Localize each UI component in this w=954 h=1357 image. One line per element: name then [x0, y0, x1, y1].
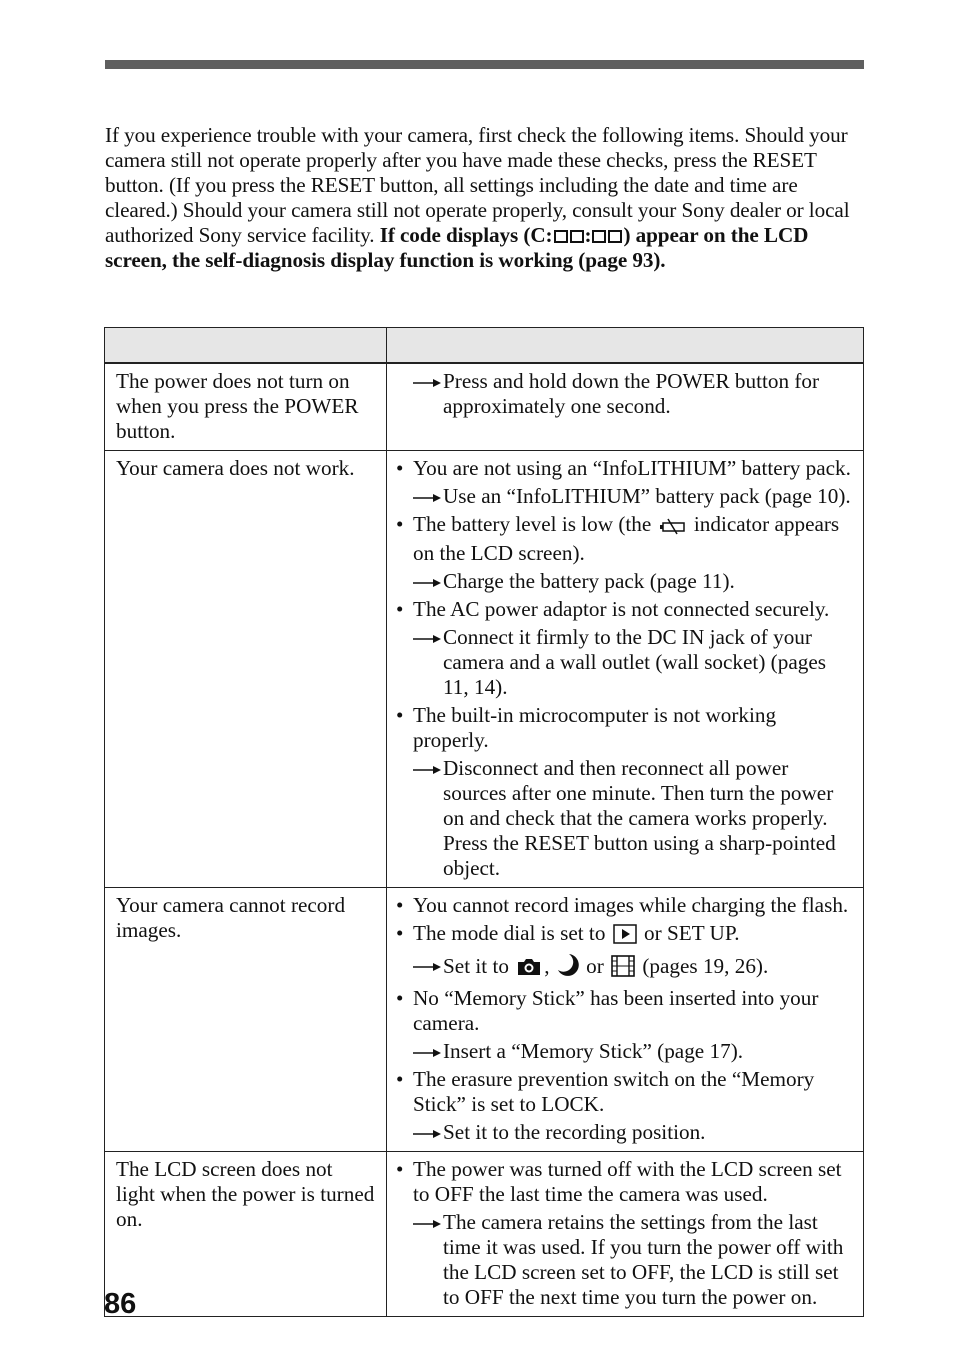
bullet: • [396, 1157, 404, 1181]
bullet: • [396, 597, 404, 621]
cause-item: • The power was turned off with the LCD screen set to OFF the last time the camera was used. [396, 1157, 842, 1206]
arrow-right-icon [413, 1210, 443, 1235]
arrow-right-icon [413, 953, 443, 978]
playback-icon [613, 924, 637, 950]
table-row [105, 888, 864, 1152]
arrow-right-icon [413, 484, 443, 509]
remedy-fix: Set it to the recording position. [396, 1120, 855, 1145]
placeholder-box-icon [570, 230, 584, 243]
twilight-moon-icon [557, 953, 579, 983]
table-row [105, 363, 864, 451]
remedy-cell [387, 451, 864, 888]
battery-low-icon [659, 516, 687, 541]
arrow-right-icon [413, 625, 443, 650]
remedy-fix: Insert a “Memory Stick” (page 17). [396, 1039, 855, 1064]
troubleshooting-table [104, 327, 864, 1317]
table-header-row [105, 328, 864, 364]
header-remedy [387, 328, 864, 364]
bullet: • [396, 893, 404, 917]
bullet: • [396, 986, 404, 1010]
remedy-fix: Use an “InfoLITHIUM” battery pack (page 10). [396, 484, 855, 509]
arrow-right-icon [413, 369, 443, 394]
remedy-fix: Set it to , or (pages 19, 26). [396, 953, 855, 983]
intro-bold-notice: If code displays (C: : ) appear on the LCD screen, the self-diagnosis display function is working (page 93). [105, 223, 809, 272]
placeholder-box-icon [554, 230, 568, 243]
cause-item: • The AC power adaptor is not connected securely. [396, 597, 830, 621]
bullet: • [396, 921, 404, 945]
remedy-fix: The camera retains the settings from the last time it was used. If you turn the power off with the LCD screen set to OFF, the LCD is still set to OFF the next time you turn the power on. [396, 1210, 855, 1310]
remedy-fix: Charge the battery pack (page 11). [396, 569, 855, 594]
bullet: • [396, 456, 404, 480]
placeholder-box-icon [608, 230, 622, 243]
arrow-right-icon [413, 1120, 443, 1145]
bullet: • [396, 703, 404, 727]
remedy-fix: Press and hold down the POWER button for approximately one second. [396, 369, 855, 419]
header-symptom [105, 328, 387, 364]
cause-item: • The built-in microcomputer is not working properly. [396, 703, 777, 752]
bullet: • [396, 1067, 404, 1091]
header-rule [105, 60, 864, 69]
placeholder-box-icon [592, 230, 606, 243]
remedy-fix: Disconnect and then reconnect all power sources after one minute. Then turn the power on and check that the camera works properly. Press the RESET button using a sharp-pointed object. [396, 756, 855, 881]
cause-item: • The battery level is low (the indicator appears on the LCD screen). [396, 512, 840, 565]
symptom-cell: The power does not turn on when you press the POWER button. [105, 363, 387, 451]
intro-paragraph [105, 123, 860, 273]
symptom-cell: Your camera cannot record images. [105, 888, 387, 1152]
remedy-cell [387, 1152, 864, 1317]
remedy-cell [387, 363, 864, 451]
camera-icon [516, 957, 542, 983]
bullet: • [396, 512, 404, 536]
symptom-cell: Your camera does not work. [105, 451, 387, 888]
cause-item: • No “Memory Stick” has been inserted into your camera. [396, 986, 819, 1035]
arrow-right-icon [413, 569, 443, 594]
remedy-cell [387, 888, 864, 1152]
symptom-cell: The LCD screen does not light when the power is turned on. [105, 1152, 387, 1317]
table-row [105, 451, 864, 888]
table-row [105, 1152, 864, 1317]
movie-film-icon [611, 955, 635, 983]
cause-item: • The mode dial is set to or SET UP. [396, 921, 855, 950]
arrow-right-icon [413, 756, 443, 781]
cause-item: • You cannot record images while charging the flash. [396, 893, 849, 917]
cause-item: • You are not using an “InfoLITHIUM” battery pack. [396, 456, 851, 480]
remedy-fix: Connect it firmly to the DC IN jack of your camera and a wall outlet (wall socket) (pages 11, 14). [396, 625, 855, 700]
intro-text: If you experience trouble with your camera, first check the following items. Should your camera still not operate properly after you have made these checks, press the RESET button. (If you press the RESET button, all settings including the date and time are cleared.) Should your camera still not operate properly, consult your Sony dealer or local authorized Sony service facility. [105, 123, 850, 247]
arrow-right-icon [413, 1039, 443, 1064]
page-number: 86 [104, 1288, 137, 1320]
cause-item: • The erasure prevention switch on the “Memory Stick” is set to LOCK. [396, 1067, 815, 1116]
